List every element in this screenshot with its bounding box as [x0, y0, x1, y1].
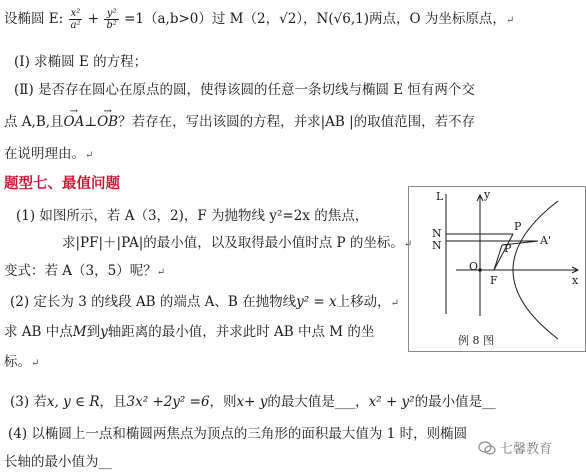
watermark-text: 七馨教育 [500, 442, 553, 457]
line-q4b: 长轴的最小值为__ [4, 454, 112, 470]
line-variant: 变式：若 A（3，5）呢？↵ [4, 263, 166, 279]
line-q2b: 求 AB 中点M到y轴距离的最小值，并求此时 AB 中点 M 的坐 [4, 324, 375, 340]
label-O: O [469, 260, 479, 273]
line-part-2-end: 在说明理由。↵ [4, 146, 94, 162]
line-q1b: 求|PF|＋|PA|的最小值，以及取得最小值时点 P 的坐标。↵ [62, 235, 413, 251]
line-q2a: (2) 定长为 3 的线段 AB 的端点 A、B 在抛物线y² = x上移动，↵ [10, 294, 400, 310]
label-P: P [514, 220, 522, 233]
vector-oa: → OA [64, 112, 85, 132]
parabola-figure [408, 186, 586, 352]
vector-ob: → OB [97, 112, 118, 132]
label-F: F [490, 274, 498, 287]
p1-lead: 设椭圆 E: [4, 11, 64, 27]
line-part-2-cont: 点 A,B,且→ OA⊥→ OB？若存在，写出该圆的方程，并求|AB |的取值范围，若不存 [4, 112, 475, 132]
line-q3: (3) 若x, y ∈ R，且3x² +2y² =6，则x+ y的最大值是___，x² + y²的最小值是__ [10, 394, 496, 410]
figure-caption: 例 8 图 [458, 334, 494, 347]
fraction-y2-b2: $\frac{\text{y²}}{\text{b²}}$ [106, 8, 117, 31]
label-P2: P [504, 242, 512, 255]
label-y: y [484, 188, 491, 201]
line-part-2: (Ⅱ) 是否存在圆心在原点的圆，使得该圆的任意一条切线与椭圆 E 恒有两个交 [14, 82, 475, 98]
label-N1: N [432, 227, 442, 240]
wechat-icon [478, 440, 496, 456]
fraction-x2-a2: $\frac{\text{x²}}{\text{a²}}$ [70, 8, 81, 31]
line-q1a: (1) 如图所示，若 A（3，2)，F 为抛物线 y²=2x 的焦点， [16, 208, 369, 224]
origin-point [478, 268, 482, 272]
line-q2c: 标。↵ [4, 354, 40, 370]
line-part-1: (Ⅰ) 求椭圆 E 的方程； [14, 54, 148, 70]
label-x: x [572, 274, 579, 287]
label-N2: N [432, 239, 442, 252]
line-q4a: (4) 以椭圆上一点和椭圆两焦点为顶点的三角形的面积最大值为 1 时，则椭圆 [8, 426, 468, 442]
line-ellipse-def: 设椭圆 E: $\frac{\text{x²}}{\text{a²}}$ + $\frac{\text{y²}}{\text{b²}}$ =1（a,b>0）过 M（2，√2），N(√6,1)两点，O 为坐标原点，↵ [4, 8, 515, 31]
label-L: L [436, 190, 444, 203]
label-A: A' [540, 234, 551, 247]
figure-frame [409, 187, 586, 352]
section-heading: 题型七、最值问题 [4, 176, 120, 192]
